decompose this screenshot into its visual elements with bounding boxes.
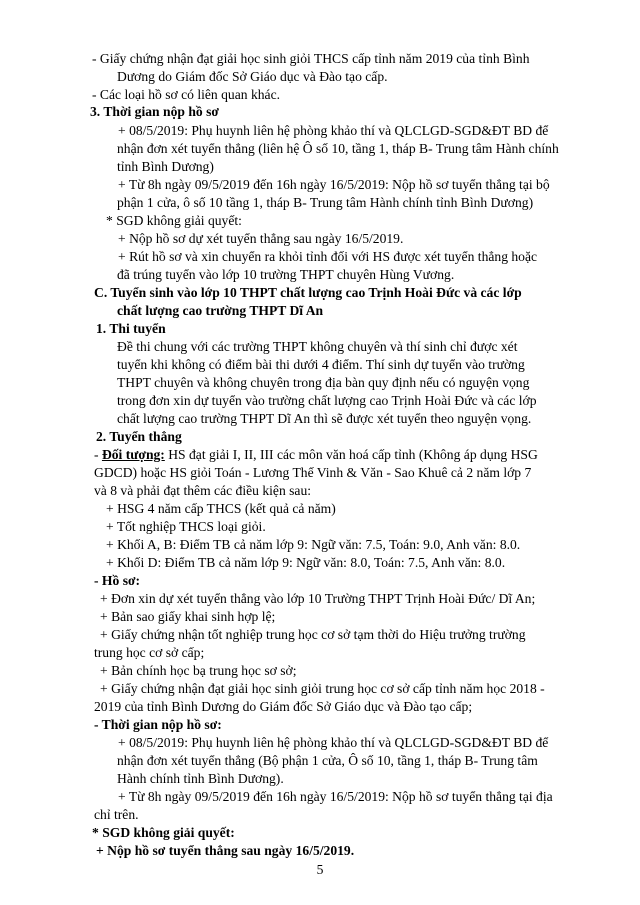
text-line: + Nộp hồ sơ tuyển thẳng sau ngày 16/5/2019. — [96, 843, 355, 858]
subsection-heading: * SGD không giải quyết: — [92, 825, 235, 840]
text-line: + Bản sao giấy khai sinh hợp lệ; — [100, 609, 276, 624]
text-line: tuyển khi không có điểm bài thi dưới 4 điểm. Thí sinh dự tuyển vào trường — [117, 357, 525, 372]
text-line: * SGD không giải quyết: — [106, 213, 242, 228]
text-line: + Từ 8h ngày 09/5/2019 đến 16h ngày 16/5/2019: Nộp hồ sơ tuyển thẳng tại bộ — [118, 177, 550, 192]
text-line: - Giấy chứng nhận đạt giải học sinh giỏi THCS cấp tỉnh năm 2019 của tỉnh Bình — [92, 51, 530, 66]
text-line: Dương do Giám đốc Sở Giáo dục và Đào tạo cấp. — [117, 69, 388, 84]
text-line: + 08/5/2019: Phụ huynh liên hệ phòng khảo thí và QLCLGD-SGD&ĐT BD để — [118, 123, 549, 138]
text-line: + Giấy chứng nhận đạt giải học sinh giỏi trung học cơ sở cấp tỉnh năm học 2018 - — [100, 681, 545, 696]
text-line: 2019 của tỉnh Bình Dương do Giám đốc Sở Giáo dục và Đào tạo cấp; — [94, 699, 473, 714]
text-line: + Đơn xin dự xét tuyển thẳng vào lớp 10 Trường THPT Trịnh Hoài Đức/ Dĩ An; — [100, 591, 536, 606]
text-line — [94, 446, 538, 464]
text-line: + Bản chính học bạ trung học sơ sở; — [100, 663, 297, 678]
label-doi-tuong: Đối tượng: — [101, 447, 165, 462]
text-line: GDCD) hoặc HS giỏi Toán - Lương Thế Vinh & Văn - Sao Khuê cả 2 năm lớp 7 — [94, 465, 532, 480]
text-line: tỉnh Bình Dương) — [117, 159, 214, 174]
text-line: trong đơn xin dự tuyển vào trường chất lượng cao Trịnh Hoài Đức và các lớp — [117, 393, 537, 408]
text-line: - Các loại hồ sơ có liên quan khác. — [92, 87, 281, 102]
text-line: + Khối A, B: Điểm TB cả năm lớp 9: Ngữ văn: 7.5, Toán: 9.0, Anh văn: 8.0. — [106, 537, 521, 552]
text-line: Đề thi chung với các trường THPT không chuyên và thí sinh chỉ được xét — [117, 339, 518, 354]
text-line: + Nộp hồ sơ dự xét tuyển thẳng sau ngày 16/5/2019. — [118, 231, 404, 246]
subsection-heading: - Thời gian nộp hồ sơ: — [94, 717, 222, 732]
text-line: trung học cơ sở cấp; — [94, 645, 205, 660]
text-line: và 8 và phải đạt thêm các điều kiện sau: — [94, 483, 312, 498]
text-line: Hành chính tỉnh Bình Dương). — [117, 771, 284, 786]
text-line: + Rút hồ sơ và xin chuyển ra khỏi tỉnh đối với HS được xét tuyển thẳng hoặc — [118, 249, 538, 264]
section-heading: C. Tuyển sinh vào lớp 10 THPT chất lượng cao Trịnh Hoài Đức và các lớp — [94, 285, 522, 300]
text-line: + Tốt nghiệp THCS loại giỏi. — [106, 519, 266, 534]
text-line: + Giấy chứng nhận tốt nghiệp trung học cơ sở tạm thời do Hiệu trưởng trường — [100, 627, 526, 642]
section-heading: chất lượng cao trường THPT Dĩ An — [117, 303, 324, 318]
text-line: + Khối D: Điểm TB cả năm lớp 9: Ngữ văn: 8.0, Toán: 7.5, Anh văn: 8.0. — [106, 555, 506, 570]
text-run: HS đạt giải I, II, III các môn văn hoá cấp tỉnh (Không áp dụng HSG — [164, 447, 538, 462]
page-number: 5 — [316, 862, 324, 877]
text-line: + 08/5/2019: Phụ huynh liên hệ phòng khảo thí và QLCLGD-SGD&ĐT BD để — [118, 735, 549, 750]
text-line: nhận đơn xét tuyển thẳng (Bộ phận 1 cửa, Ô số 10, tầng 1, tháp B- Trung tâm — [117, 753, 538, 768]
subsection-heading: 1. Thi tuyển — [96, 321, 166, 336]
text-line: đã trúng tuyển vào lớp 10 trường THPT chuyên Hùng Vương. — [117, 267, 455, 282]
text-line: nhận đơn xét tuyển thẳng (liên hệ Ô số 10, tầng 1, tháp B- Trung tâm Hành chính — [117, 141, 559, 156]
text-line: chất lượng cao trường THPT Dĩ An thì sẽ được xét tuyển theo nguyện vọng. — [117, 411, 532, 426]
text-line: THPT chuyên và không chuyên trong địa bàn quy định nếu có nguyện vọng — [117, 375, 530, 390]
section-heading: 3. Thời gian nộp hồ sơ — [90, 104, 219, 119]
dash: - — [94, 447, 102, 462]
subsection-heading: 2. Tuyển thẳng — [96, 429, 182, 444]
subsection-heading: - Hồ sơ: — [94, 573, 141, 588]
text-line: phận 1 cửa, ô số 10 tầng 1, tháp B- Trung tâm Hành chính tỉnh Bình Dương) — [117, 195, 534, 210]
text-line: chỉ trên. — [94, 807, 139, 822]
text-line: + HSG 4 năm cấp THCS (kết quả cả năm) — [106, 501, 336, 516]
text-line: + Từ 8h ngày 09/5/2019 đến 16h ngày 16/5/2019: Nộp hồ sơ tuyển thẳng tại địa — [118, 789, 553, 804]
